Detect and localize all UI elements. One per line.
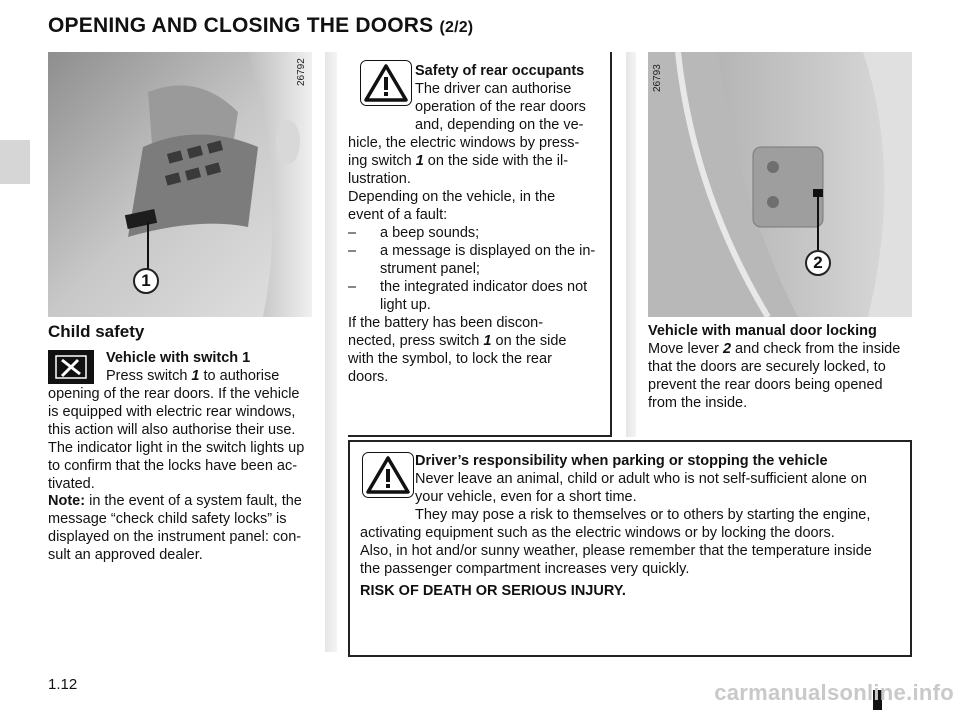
- switch-heading: Vehicle with switch 1: [106, 350, 251, 366]
- body-line: The indicator light in the switch lights up: [48, 440, 305, 456]
- column-rule-right: [626, 52, 636, 437]
- note-line: message “check child safety locks” is: [48, 511, 287, 527]
- driver-line: Never leave an animal, child or adult who is not self-sufficient alone on: [415, 471, 867, 487]
- note-line: sult an approved dealer.: [48, 547, 203, 563]
- photo-code-right: 26793: [652, 64, 663, 92]
- list-item: – a beep sounds;: [348, 225, 480, 241]
- battery-line: with the symbol, to lock the rear: [348, 351, 552, 367]
- switch-number: 1: [415, 153, 424, 169]
- switch-number: 1: [191, 368, 200, 384]
- warning-icon: [362, 452, 414, 503]
- driver-line: Also, in hot and/or sunny weather, please remember that the temperature inside: [360, 543, 872, 559]
- manual-locking-heading: Vehicle with manual door locking: [648, 323, 877, 339]
- driver-line: activating equipment such as the electric windows or by locking the doors.: [360, 525, 835, 541]
- driver-line: the passenger compartment increases very quickly.: [360, 561, 690, 577]
- lever-number: 2: [722, 341, 732, 357]
- list-item-cont: light up.: [380, 297, 431, 313]
- callout-1: 1: [133, 268, 159, 294]
- note-paragraph: [48, 492, 312, 564]
- list-item-cont: strument panel;: [380, 261, 480, 277]
- rear-occupants-body: [348, 134, 601, 386]
- battery-line: nected, press switch: [348, 333, 484, 349]
- switch-body: [48, 385, 312, 493]
- battery-line: If the battery has been discon-: [348, 315, 544, 331]
- rear-occupants-warning: [348, 52, 612, 437]
- list-item: – the integrated indicator does not: [348, 279, 588, 295]
- door-switch-photo: [48, 52, 312, 317]
- body-line: opening of the rear doors. If the vehicle: [48, 386, 300, 402]
- note-label: Note:: [48, 493, 86, 509]
- callout-2: 2: [805, 250, 831, 276]
- manual-line: Move lever: [648, 341, 723, 357]
- page-title: [48, 14, 473, 38]
- switch-text-1: Press switch: [106, 368, 192, 384]
- fault-line: event of a fault:: [348, 207, 448, 223]
- list-item: – a message is displayed on the in-: [348, 243, 596, 259]
- rear-occupants-heading: Safety of rear occupants: [415, 63, 585, 79]
- column-rule-left: [325, 52, 337, 652]
- title-part: (2/2): [439, 19, 474, 36]
- body-line: hicle, the electric windows by press-: [348, 135, 580, 151]
- body-line: tivated.: [48, 476, 95, 492]
- body-line: to confirm that the locks have been ac-: [48, 458, 298, 474]
- intro-line: and, depending on the ve-: [415, 117, 584, 133]
- note-line: in the event of a system fault, the: [85, 493, 302, 509]
- fault-line: Depending on the vehicle, in the: [348, 189, 556, 205]
- driver-line: your vehicle, even for a short time.: [415, 489, 637, 505]
- body-line: lustration.: [348, 171, 411, 187]
- risk-warning: RISK OF DEATH OR SERIOUS INJURY.: [360, 583, 626, 599]
- driver-heading: Driver’s responsibility when parking or stopping the vehicle: [415, 453, 828, 469]
- watermark: carmanualsonline.info: [714, 680, 954, 705]
- switch-number: 1: [483, 333, 492, 349]
- body-line: this action will also authorise their use.: [48, 422, 296, 438]
- note-line: displayed on the instrument panel: con-: [48, 529, 302, 545]
- body-line: on the side with the il-: [423, 153, 569, 169]
- body-line: ing switch: [348, 153, 416, 169]
- driver-responsibility-warning: [348, 440, 912, 657]
- door-lock-photo: [648, 52, 912, 317]
- intro-line: The driver can authorise: [415, 81, 572, 97]
- intro-line: operation of the rear doors: [415, 99, 586, 115]
- child-safety-heading: Child safety: [48, 322, 145, 341]
- door-lock-illustration: [648, 52, 912, 317]
- warning-icon: [360, 60, 412, 111]
- page-number: 1.12: [48, 676, 78, 693]
- child-lock-icon: [48, 350, 94, 384]
- manual-line: that the doors are securely locked, to: [648, 359, 886, 375]
- manual-locking-section: [648, 322, 912, 412]
- battery-line: on the side: [491, 333, 567, 349]
- switch-line: [106, 367, 312, 385]
- rear-occupants-intro: [415, 80, 601, 134]
- switch-text-2: to authorise: [199, 368, 280, 384]
- driver-line: They may pose a risk to themselves or to others by starting the engine,: [415, 507, 871, 523]
- door-switch-illustration: [48, 52, 312, 317]
- photo-code-left: 26792: [296, 58, 307, 86]
- chapter-tab: [0, 140, 30, 184]
- manual-line: from the inside.: [648, 395, 748, 411]
- body-line: is equipped with electric rear windows,: [48, 404, 296, 420]
- manual-line: prevent the rear doors being opened: [648, 377, 883, 393]
- battery-line: doors.: [348, 369, 389, 385]
- title-main: OPENING AND CLOSING THE DOORS: [48, 14, 434, 37]
- manual-line: and check from the inside: [731, 341, 901, 357]
